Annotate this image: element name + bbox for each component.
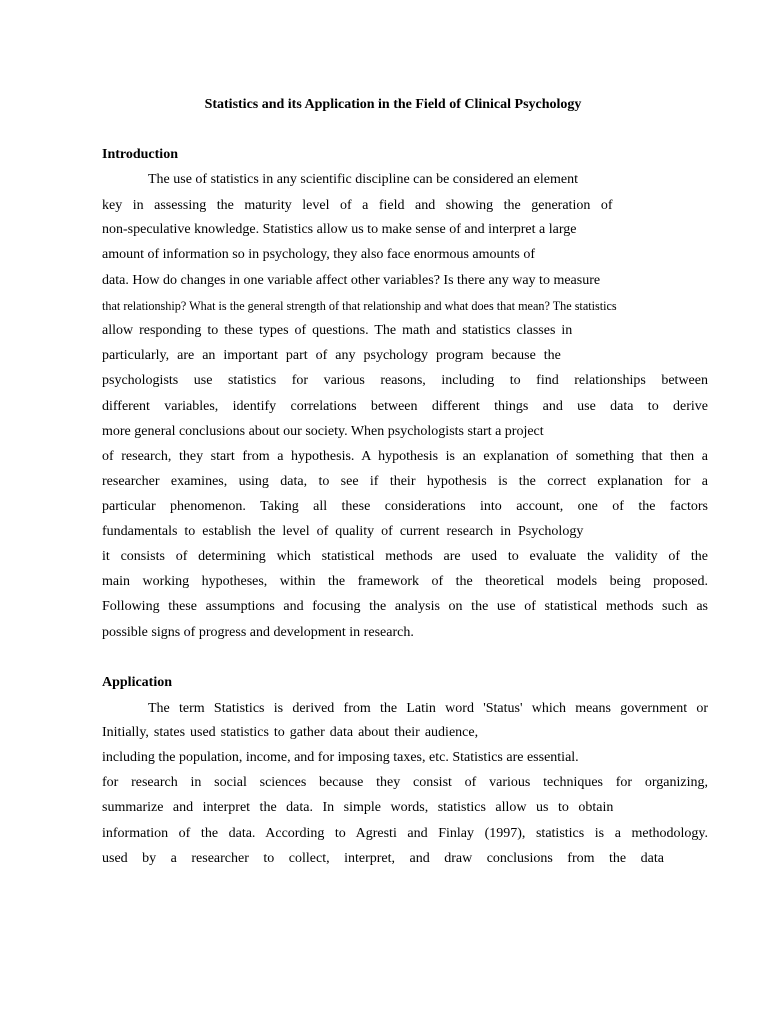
section-heading-application: Application [102,675,173,690]
intro-line-2: key in assessing the maturity level of a field and showing the generation of [102,198,613,213]
intro-line-15: fundamentals to establish the level of quality of current research in Psychology [102,524,584,539]
intro-line-19: possible signs of progress and development in research. [102,625,414,640]
intro-line-8: particularly, are an important part of any psychology program because the [102,348,561,363]
application-line-4: for research in social sciences because they consist of various techniques for organizing, [102,775,708,790]
intro-line-16: it consists of determining which statistical methods are used to evaluate the validity of the [102,549,708,564]
document-title: Statistics and its Application in the Field of Clinical Psychology [204,97,582,112]
intro-line-7: allow responding to these types of questions. The math and statistics classes in [102,323,573,338]
intro-line-12: of research, they start from a hypothesis. A hypothesis is an explanation of something that then a [102,449,708,464]
section-heading-introduction: Introduction [102,147,178,162]
intro-line-5: data. How do changes in one variable affect other variables? Is there any way to measure [102,273,601,288]
intro-line-17: main working hypotheses, within the framework of the theoretical models being proposed. [102,574,708,589]
application-line-2: Initially, states used statistics to gather data about their audience, [102,725,479,740]
application-line-7: used by a researcher to collect, interpret, and draw conclusions from the data [102,851,664,866]
intro-line-13: researcher examines, using data, to see if their hypothesis is the correct explanation for a [102,474,708,489]
intro-line-9: psychologists use statistics for various reasons, including to find relationships between [102,373,708,388]
intro-line-18: Following these assumptions and focusing the analysis on the use of statistical methods such as [102,599,708,614]
application-line-5: summarize and interpret the data. In simple words, statistics allow us to obtain [102,800,614,815]
intro-line-6: that relationship? What is the general strength of that relationship and what does that mean? The statistics [102,299,617,313]
intro-line-14: particular phenomenon. Taking all these considerations into account, one of the factors [102,499,708,514]
application-line-1: The term Statistics is derived from the Latin word 'Status' which means government or [148,701,708,716]
intro-line-10: different variables, identify correlations between different things and use data to derive [102,399,708,414]
intro-line-3: non-speculative knowledge. Statistics allow us to make sense of and interpret a large [102,222,577,237]
application-line-3: including the population, income, and for imposing taxes, etc. Statistics are essential. [102,750,579,765]
intro-line-4: amount of information so in psychology, they also face enormous amounts of [102,247,536,262]
application-line-6: information of the data. According to Agresti and Finlay (1997), statistics is a methodology. [102,826,708,841]
intro-line-11: more general conclusions about our society. When psychologists start a project [102,424,544,439]
intro-line-1: The use of statistics in any scientific discipline can be considered an element [148,172,578,187]
